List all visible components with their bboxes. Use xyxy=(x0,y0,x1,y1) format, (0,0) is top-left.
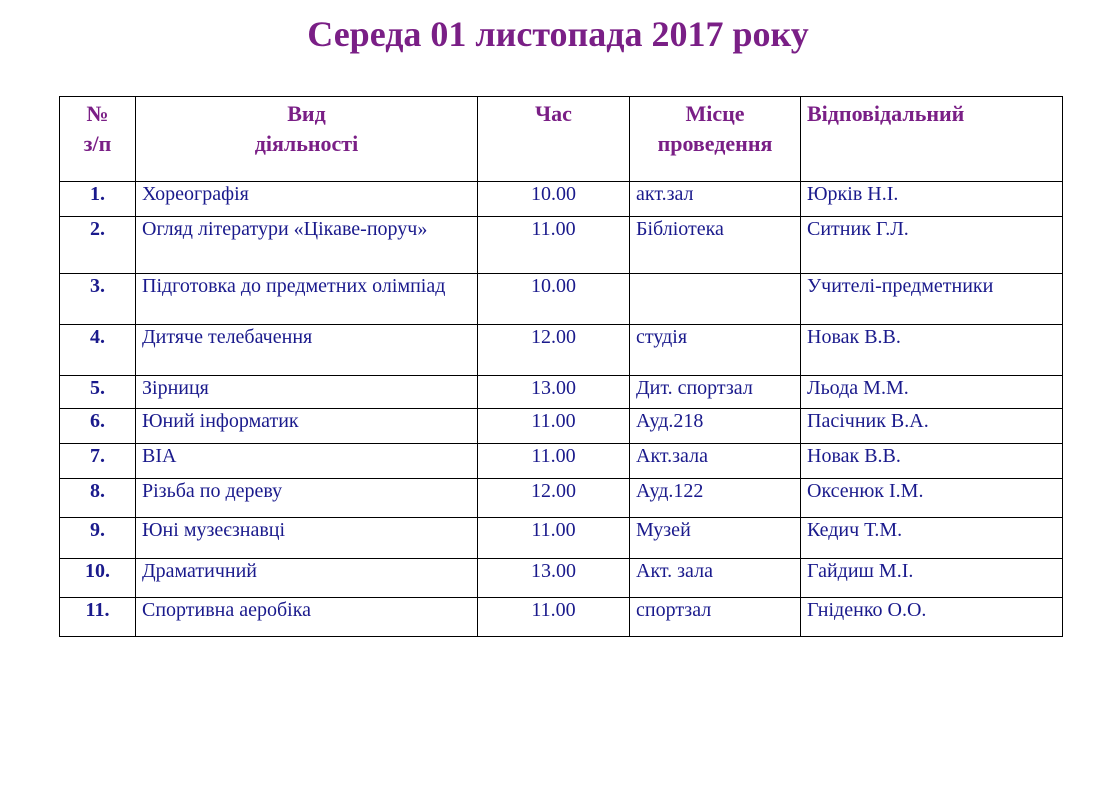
row-responsible: Ситник Г.Л. xyxy=(801,217,1063,274)
header-activity xyxy=(136,97,478,182)
row-time: 10.00 xyxy=(478,274,630,325)
table-row xyxy=(60,182,1063,217)
row-place: Ауд.218 xyxy=(630,409,801,444)
row-number: 6. xyxy=(60,409,136,444)
row-number: 11. xyxy=(60,598,136,637)
row-activity: Хореографія xyxy=(136,182,478,217)
page-title: Середа 01 листопада 2017 року xyxy=(307,14,809,54)
row-responsible: Учителі-предметники xyxy=(801,274,1063,325)
row-number: 5. xyxy=(60,376,136,409)
header-responsible xyxy=(801,97,1063,182)
row-place: спортзал xyxy=(630,598,801,637)
row-responsible: Льода М.М. xyxy=(801,376,1063,409)
row-time: 11.00 xyxy=(478,409,630,444)
table-row xyxy=(60,559,1063,598)
row-place: Акт.зала xyxy=(630,444,801,479)
row-activity: ВІА xyxy=(136,444,478,479)
row-time: 11.00 xyxy=(478,598,630,637)
row-responsible: Юрків Н.І. xyxy=(801,182,1063,217)
row-responsible: Новак В.В. xyxy=(801,325,1063,376)
header-number-line2: з/п xyxy=(83,131,112,156)
header-time-label: Час xyxy=(535,101,572,126)
table-header-row xyxy=(60,97,1063,182)
row-number: 2. xyxy=(60,217,136,274)
row-time: 13.00 xyxy=(478,559,630,598)
row-number: 9. xyxy=(60,518,136,559)
table-row xyxy=(60,325,1063,376)
row-responsible: Гайдиш М.І. xyxy=(801,559,1063,598)
header-place-line2: проведення xyxy=(657,131,773,156)
row-number: 1. xyxy=(60,182,136,217)
table-row xyxy=(60,376,1063,409)
table-row xyxy=(60,598,1063,637)
row-place: Ауд.122 xyxy=(630,479,801,518)
row-time: 12.00 xyxy=(478,325,630,376)
row-activity: Зірниця xyxy=(136,376,478,409)
row-number: 3. xyxy=(60,274,136,325)
row-responsible: Новак В.В. xyxy=(801,444,1063,479)
row-activity: Драматичний xyxy=(136,559,478,598)
header-activity-line1: Вид xyxy=(287,101,326,126)
header-responsible-label: Відповідальний xyxy=(807,101,965,126)
row-time: 11.00 xyxy=(478,444,630,479)
row-time: 11.00 xyxy=(478,518,630,559)
table-row xyxy=(60,217,1063,274)
row-time: 11.00 xyxy=(478,217,630,274)
row-activity: Різьба по дереву xyxy=(136,479,478,518)
row-number: 4. xyxy=(60,325,136,376)
row-place xyxy=(630,274,801,325)
row-responsible: Кедич Т.М. xyxy=(801,518,1063,559)
table-row xyxy=(60,274,1063,325)
row-number: 8. xyxy=(60,479,136,518)
header-place-line1: Місце xyxy=(685,101,745,126)
row-place: Бібліотека xyxy=(630,217,801,274)
row-activity: Підготовка до предметних олімпіад xyxy=(136,274,478,325)
header-number-line1: № xyxy=(86,101,109,126)
header-time xyxy=(478,97,630,182)
row-time: 12.00 xyxy=(478,479,630,518)
table-row xyxy=(60,479,1063,518)
row-place: Музей xyxy=(630,518,801,559)
header-number xyxy=(60,97,136,182)
schedule-table xyxy=(59,96,1063,637)
row-place: Дит. спортзал xyxy=(630,376,801,409)
row-activity: Юний інформатик xyxy=(136,409,478,444)
row-place: Акт. зала xyxy=(630,559,801,598)
row-activity: Дитяче телебачення xyxy=(136,325,478,376)
row-responsible: Оксенюк І.М. xyxy=(801,479,1063,518)
header-activity-line2: діяльності xyxy=(254,131,359,156)
row-time: 13.00 xyxy=(478,376,630,409)
header-place xyxy=(630,97,801,182)
row-activity: Огляд літератури «Цікаве-поруч» xyxy=(136,217,478,274)
row-number: 7. xyxy=(60,444,136,479)
row-time: 10.00 xyxy=(478,182,630,217)
row-place: акт.зал xyxy=(630,182,801,217)
row-number: 10. xyxy=(60,559,136,598)
row-responsible: Гніденко О.О. xyxy=(801,598,1063,637)
row-responsible: Пасічник В.А. xyxy=(801,409,1063,444)
table-row xyxy=(60,444,1063,479)
row-place: студія xyxy=(630,325,801,376)
row-activity: Юні музеєзнавці xyxy=(136,518,478,559)
table-row xyxy=(60,518,1063,559)
table-row xyxy=(60,409,1063,444)
row-activity: Спортивна аеробіка xyxy=(136,598,478,637)
